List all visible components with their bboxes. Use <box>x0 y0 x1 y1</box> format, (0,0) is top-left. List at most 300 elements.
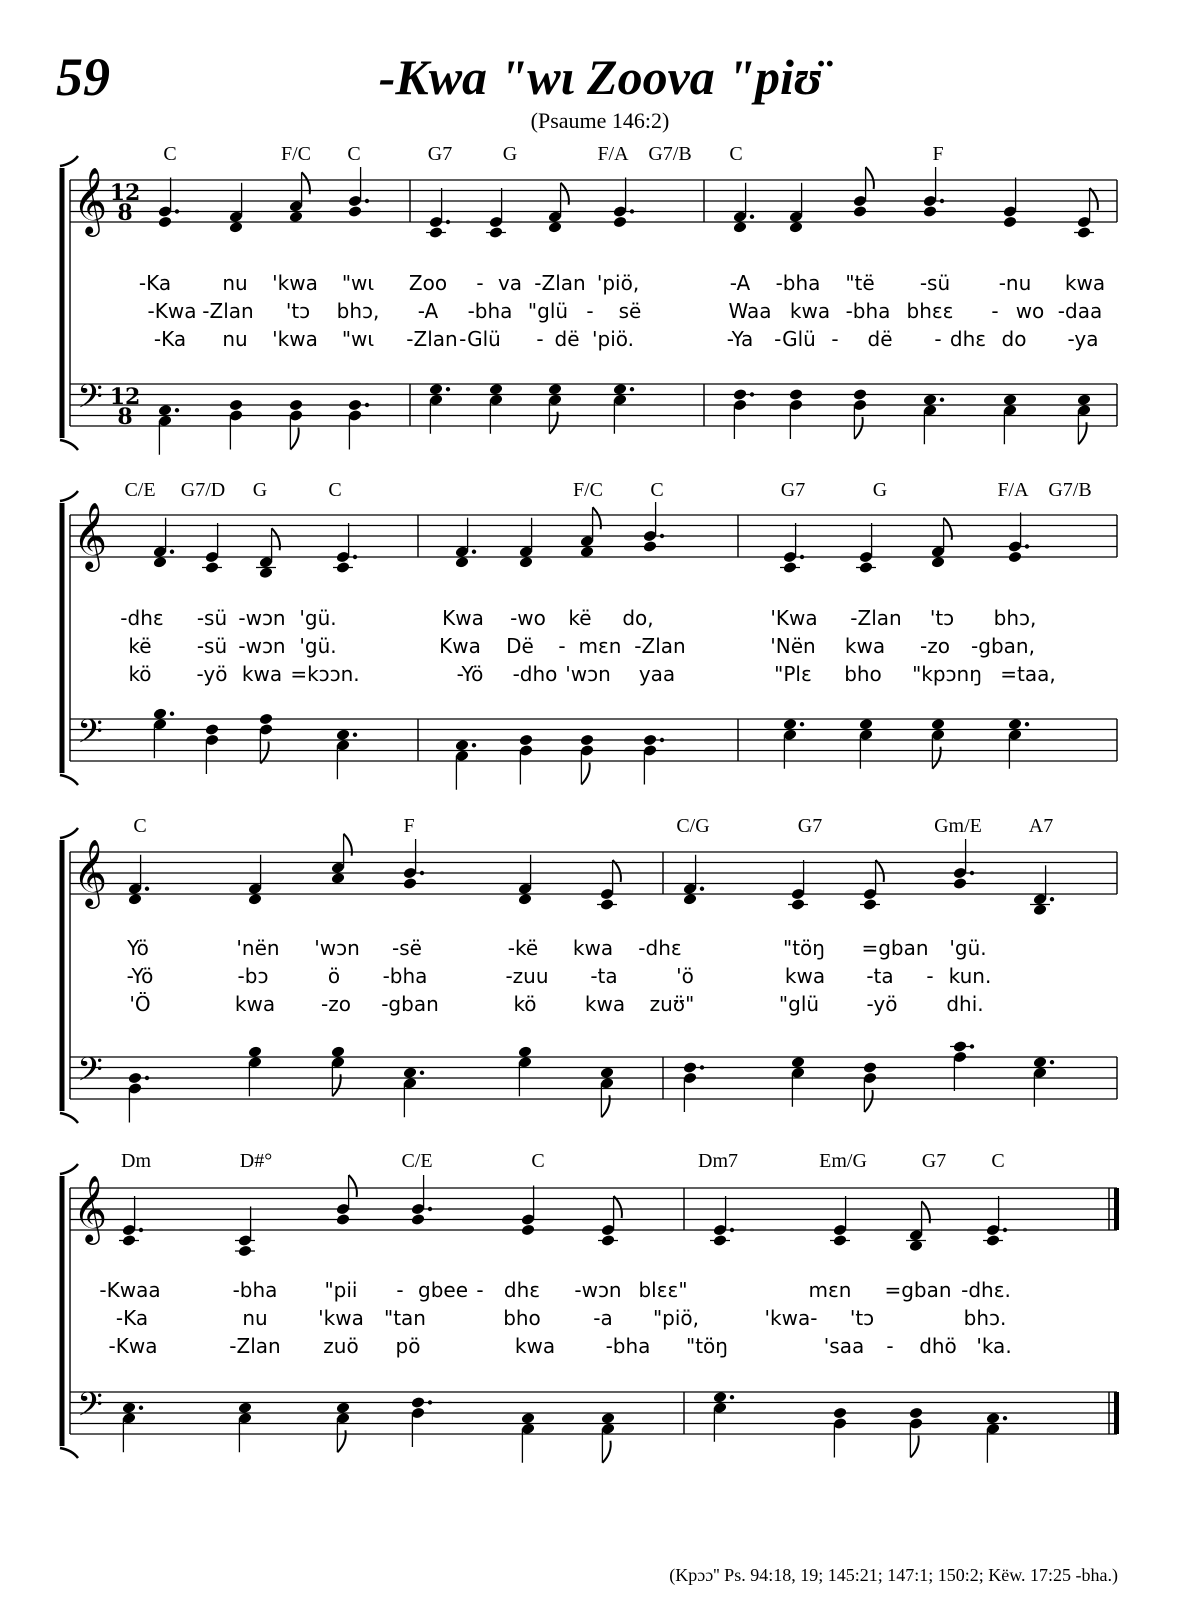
lyric-syllable: "wɩ <box>341 327 375 351</box>
notehead <box>489 383 504 396</box>
augmentation-dot <box>1025 722 1029 726</box>
augmentation-dot <box>630 209 634 213</box>
lyric-syllable: kwa <box>572 936 614 960</box>
lyric-syllable: -gban <box>381 992 439 1016</box>
notehead <box>909 1239 924 1252</box>
lyric-syllable: bhɔ, <box>993 606 1037 630</box>
lyric-syllable: "glü <box>778 992 820 1016</box>
chord-symbol: F <box>403 815 415 837</box>
lyric-syllable: kwa <box>844 634 886 658</box>
chord-symbol: Gm/E <box>934 815 982 837</box>
lyric-syllable: kwa <box>1064 271 1106 295</box>
lyric-syllable: gbee <box>418 1278 468 1302</box>
lyric-syllable: dhö <box>919 1334 957 1358</box>
notehead <box>923 393 938 406</box>
note-flag <box>260 742 268 764</box>
lyric-syllable: - <box>476 271 484 295</box>
note-flag <box>290 428 298 450</box>
lyric-syllable: 'gü. <box>299 634 337 658</box>
lyric-syllable: -A <box>417 299 439 323</box>
lyric-syllable: nu <box>242 1306 268 1330</box>
augmentation-dot <box>175 408 179 412</box>
note-flag <box>864 1090 872 1112</box>
time-signature-bottom: 8 <box>117 200 133 226</box>
notehead <box>1008 551 1023 564</box>
lyric-syllable: nu <box>222 327 248 351</box>
notehead <box>1033 1056 1048 1069</box>
notehead <box>153 707 168 720</box>
notehead <box>153 556 168 569</box>
chord-symbol: C <box>163 143 177 165</box>
lyric-syllable: bhɔ, <box>336 299 380 323</box>
augmentation-dot <box>365 403 369 407</box>
lyric-syllable: -ta <box>590 964 618 988</box>
lyric-syllable: -dhɛ <box>120 606 164 630</box>
hymn-title: -Kwa "wɩ Zoova "piʊ̈ <box>378 49 822 105</box>
chord-symbol: C/G <box>676 815 710 837</box>
notehead <box>791 1056 806 1069</box>
augmentation-dot <box>145 1076 149 1080</box>
lyric-syllable: -wɔn <box>238 634 286 658</box>
scripture-references: (Kpɔɔ'' Ps. 94:18, 19; 145:21; 147:1; 150:2; Këw. 17:25 -bha.) <box>669 1565 1118 1585</box>
notehead <box>953 877 968 890</box>
bracket-hook <box>60 1164 78 1174</box>
augmentation-dot <box>700 887 704 891</box>
augmentation-dot <box>420 1071 424 1075</box>
notehead <box>783 718 798 731</box>
notehead <box>909 1407 924 1420</box>
notehead <box>205 723 220 736</box>
chord-symbol: G7/B <box>1048 479 1092 501</box>
lyric-syllable: kë <box>568 606 592 630</box>
lyric-syllable: 'tɔ <box>849 1306 875 1330</box>
note-flag <box>613 860 621 882</box>
chord-symbol: Em/G <box>819 1150 867 1172</box>
lyric-syllable: -dho <box>512 662 558 686</box>
notehead <box>789 221 804 234</box>
lyric-syllable: bhɔ. <box>963 1306 1007 1330</box>
lyric-syllable: mɛn <box>808 1278 852 1302</box>
lyric-syllable: "tan <box>384 1306 426 1330</box>
lyric-syllable: -Zlan <box>634 634 686 658</box>
lyric-syllable: "të <box>845 271 875 295</box>
lyric-syllable: -Ka <box>115 1306 149 1330</box>
notehead <box>521 1224 536 1237</box>
lyric-syllable: 'tɔ <box>285 299 311 323</box>
notehead <box>986 1412 1001 1425</box>
lyric-syllable: kwa <box>784 964 826 988</box>
notehead <box>348 399 363 412</box>
lyric-syllable: - <box>476 1278 484 1302</box>
chord-symbol: G7 <box>780 479 806 501</box>
bracket-hook <box>60 1113 78 1123</box>
lyric-syllable: Kwa <box>442 606 484 630</box>
lyric-syllable: -Glü <box>774 327 816 351</box>
lyric-syllable: -zuu <box>505 964 549 988</box>
lyric-syllable: Dë <box>506 634 534 658</box>
lyric-syllable: -bha <box>382 964 428 988</box>
lyric-syllable: -dhɛ. <box>961 1278 1011 1302</box>
lyric-syllable: bho <box>503 1306 541 1330</box>
notehead <box>1003 393 1018 406</box>
chord-symbol: C/E <box>124 479 156 501</box>
notehead <box>859 718 874 731</box>
notehead <box>601 1412 616 1425</box>
lyric-syllable: - <box>831 327 839 351</box>
augmentation-dot <box>428 1400 432 1404</box>
bracket-hook <box>60 156 78 166</box>
notehead <box>923 205 938 218</box>
lyric-syllable: - <box>934 327 942 351</box>
chord-symbol: G7 <box>427 143 453 165</box>
note-flag <box>614 1196 622 1218</box>
note-flag <box>866 167 874 189</box>
notehead <box>248 1045 263 1058</box>
lyric-syllable: yaa <box>638 662 676 686</box>
lyric-syllable: do, <box>622 606 654 630</box>
notehead <box>1008 718 1023 731</box>
notehead <box>580 545 595 558</box>
lyric-syllable: "töŋ <box>783 936 825 960</box>
lyric-syllable: -sü <box>196 634 228 658</box>
lyric-syllable: -nu <box>998 271 1032 295</box>
augmentation-dot <box>170 550 174 554</box>
lyric-syllable: -Kwaa <box>99 1278 161 1302</box>
notehead <box>336 728 351 741</box>
notehead <box>683 893 698 906</box>
notehead <box>931 718 946 731</box>
lyric-syllable: - <box>536 327 544 351</box>
final-barline-thick <box>1114 1188 1119 1230</box>
notehead <box>411 1396 426 1409</box>
lyric-syllable: - <box>558 634 566 658</box>
lyric-syllable: - <box>926 964 934 988</box>
chord-symbol: F/C <box>572 479 604 501</box>
lyric-syllable: -Yö <box>456 662 484 686</box>
chord-symbol: G7 <box>921 1150 947 1172</box>
lyric-syllable: 'Nën <box>770 634 816 658</box>
hymn-number: 59 <box>56 47 110 107</box>
augmentation-dot <box>750 392 754 396</box>
lyric-syllable: -Zlan <box>406 327 458 351</box>
lyric-syllable: -wɔn <box>574 1278 622 1302</box>
notehead <box>259 713 274 726</box>
notehead <box>429 383 444 396</box>
chord-symbol: G <box>502 143 518 165</box>
notehead <box>403 1066 418 1079</box>
lyric-syllable: dhi. <box>946 992 984 1016</box>
lyric-syllable: së <box>618 299 642 323</box>
notehead <box>229 399 244 412</box>
lyric-syllable: zuʊ̈" <box>649 992 695 1016</box>
lyric-syllable: -yö <box>866 992 898 1016</box>
lyric-syllable: kö <box>128 662 152 686</box>
lyric-syllable: -Zlan <box>534 271 586 295</box>
lyric-syllable: pö <box>395 1334 421 1358</box>
chord-symbol: D#° <box>239 1150 273 1172</box>
bass-clef: 𝄢 <box>77 713 103 759</box>
augmentation-dot <box>730 1228 734 1232</box>
note-flag <box>854 417 862 439</box>
note-flag <box>602 1441 610 1463</box>
note-flag <box>876 860 884 882</box>
lyric-syllable: 'gü. <box>299 606 337 630</box>
lyric-syllable: - <box>396 1278 404 1302</box>
lyric-syllable: -gban, <box>971 634 1035 658</box>
notehead <box>789 388 804 401</box>
lyric-syllable: -sü <box>919 271 951 295</box>
augmentation-dot <box>1003 1228 1007 1232</box>
lyric-syllable: -Zlan <box>850 606 902 630</box>
lyric-syllable: 'tɔ <box>929 606 955 630</box>
augmentation-dot <box>446 387 450 391</box>
notehead <box>713 1391 728 1404</box>
lyric-syllable: -së <box>392 936 422 960</box>
lyric-syllable: kwa <box>789 299 831 323</box>
lyric-syllable: -Ka <box>153 327 187 351</box>
lyric-syllable: -Ka <box>138 271 172 295</box>
time-signature-top: 12 <box>109 384 141 410</box>
notehead <box>259 566 274 579</box>
treble-clef: 𝄞 <box>72 1174 108 1242</box>
augmentation-dot <box>730 1395 734 1399</box>
notehead <box>403 877 418 890</box>
notehead <box>853 205 868 218</box>
lyric-syllable: -dhɛ <box>638 936 682 960</box>
lyric-syllable: Waa <box>728 299 772 323</box>
notehead <box>122 1401 137 1414</box>
notehead <box>863 1061 878 1074</box>
lyric-syllable: - <box>991 299 999 323</box>
lyric-syllable: 'kwa <box>272 327 318 351</box>
bass-clef: 𝄢 <box>77 378 103 424</box>
lyric-syllable: "töŋ <box>686 1334 728 1358</box>
notehead <box>519 734 534 747</box>
lyric-syllable: 'kwa <box>318 1306 364 1330</box>
lyric-syllable: -bha <box>605 1334 651 1358</box>
augmentation-dot <box>1050 1060 1054 1064</box>
chord-symbol: Dm7 <box>698 1150 738 1172</box>
bass-clef: 𝄢 <box>77 1051 103 1097</box>
augmentation-dot <box>630 387 634 391</box>
notehead <box>1003 216 1018 229</box>
lyric-syllable: wo <box>1015 299 1045 323</box>
lyric-syllable: bhɛɛ <box>906 299 954 323</box>
final-barline-thick <box>1114 1392 1119 1434</box>
lyric-syllable: 'Kwa <box>770 606 818 630</box>
lyric-syllable: mɛn <box>578 634 622 658</box>
augmentation-dot <box>420 871 424 875</box>
lyric-syllable: =kɔɔn. <box>290 662 360 686</box>
notehead <box>348 205 363 218</box>
lyric-syllable: 'saa <box>823 1334 865 1358</box>
treble-clef: 𝄞 <box>72 501 108 569</box>
lyric-syllable: -Zlan <box>229 1334 281 1358</box>
chord-symbol: C <box>729 143 743 165</box>
lyric-syllable: 'nën <box>236 936 280 960</box>
notehead <box>455 556 470 569</box>
lyric-syllable: kö <box>513 992 537 1016</box>
notehead <box>613 383 628 396</box>
notehead <box>518 1045 533 1058</box>
lyric-syllable: bho <box>844 662 882 686</box>
lyric-syllable: va <box>497 271 523 295</box>
augmentation-dot <box>800 555 804 559</box>
lyric-syllable: -Kwa <box>108 1334 158 1358</box>
augmentation-dot <box>1003 1416 1007 1420</box>
chord-symbol: G7 <box>797 815 823 837</box>
bracket-hook <box>60 440 78 450</box>
lyric-syllable: =gban <box>861 936 929 960</box>
chord-symbol: C <box>133 815 147 837</box>
augmentation-dot <box>1025 544 1029 548</box>
lyric-syllable: -zo <box>920 634 950 658</box>
augmentation-dot <box>175 209 179 213</box>
lyric-syllable: Zoo <box>408 271 448 295</box>
lyric-syllable: -ya <box>1067 327 1099 351</box>
notehead <box>1033 903 1048 916</box>
notehead <box>600 1066 615 1079</box>
chord-symbol: A7 <box>1028 815 1054 837</box>
notehead <box>289 210 304 223</box>
notehead <box>548 221 563 234</box>
augmentation-dot <box>472 550 476 554</box>
augmentation-dot <box>353 555 357 559</box>
chord-symbol: C <box>531 1150 545 1172</box>
lyric-syllable: 'ka. <box>976 1334 1012 1358</box>
notehead <box>733 388 748 401</box>
lyric-syllable: 'piö, <box>596 271 640 295</box>
notehead <box>455 739 470 752</box>
notehead <box>229 221 244 234</box>
lyric-syllable: zuö <box>323 1334 359 1358</box>
notehead <box>331 1045 346 1058</box>
notehead <box>613 216 628 229</box>
chord-symbol: F <box>932 143 944 165</box>
lyric-syllable: Kwa <box>439 634 481 658</box>
lyric-syllable: nu <box>222 271 248 295</box>
lyric-syllable: "Plɛ <box>774 662 812 686</box>
note-flag <box>1090 188 1098 210</box>
notehead <box>411 1213 426 1226</box>
lyric-syllable: 'wɔn <box>565 662 611 686</box>
lyric-syllable: -Zlan <box>202 299 254 323</box>
lyric-syllable: dë <box>554 327 580 351</box>
lyric-syllable: -bɔ <box>237 964 269 988</box>
notehead <box>158 404 173 417</box>
augmentation-dot <box>1050 897 1054 901</box>
lyric-syllable: -zo <box>321 992 351 1016</box>
lyric-syllable: Yö <box>127 936 149 960</box>
notehead <box>158 216 173 229</box>
notehead <box>683 1061 698 1074</box>
lyric-syllable: - <box>586 299 594 323</box>
lyric-syllable: "kpɔnŋ <box>912 662 982 686</box>
augmentation-dot <box>970 871 974 875</box>
lyric-syllable: -Kwa <box>147 299 197 323</box>
treble-clef: 𝄞 <box>72 838 108 906</box>
lyric-syllable: -kë <box>507 936 539 960</box>
notehead <box>248 893 263 906</box>
chord-symbol: C/E <box>401 1150 433 1172</box>
bracket-hook <box>60 1448 78 1458</box>
augmentation-dot <box>139 1406 143 1410</box>
lyric-syllable: -sü <box>196 606 228 630</box>
chord-symbol: G7/B <box>648 143 692 165</box>
lyric-syllable: kwa <box>584 992 626 1016</box>
notehead <box>643 540 658 553</box>
bracket-hook <box>60 775 78 785</box>
notehead <box>519 556 534 569</box>
notehead <box>336 1401 351 1414</box>
lyric-syllable: kë <box>128 634 152 658</box>
lyric-syllable: -bha <box>845 299 891 323</box>
chord-symbol: C <box>991 1150 1005 1172</box>
psalm-reference: (Psaume 146:2) <box>530 108 670 133</box>
lyric-syllable: -wɔn <box>238 606 286 630</box>
treble-clef: 𝄞 <box>72 166 108 234</box>
augmentation-dot <box>750 215 754 219</box>
lyric-syllable: -Ya <box>726 327 754 351</box>
lyric-syllable: 'kwa- <box>764 1306 818 1330</box>
notehead <box>336 1213 351 1226</box>
lyric-syllable: - <box>886 1334 894 1358</box>
augmentation-dot <box>145 887 149 891</box>
chord-symbol: G <box>872 479 888 501</box>
lyric-syllable: -bha <box>775 271 821 295</box>
augmentation-dot <box>940 398 944 402</box>
lyric-syllable: "piö, <box>652 1306 700 1330</box>
lyric-syllable: dhɛ <box>503 1278 541 1302</box>
notehead <box>548 383 563 396</box>
lyric-syllable: -Glü <box>459 327 501 351</box>
lyric-syllable: -Yö <box>126 964 154 988</box>
augmentation-dot <box>446 220 450 224</box>
augmentation-dot <box>940 199 944 203</box>
lyric-syllable: kwa <box>514 1334 556 1358</box>
chord-symbol: G <box>252 479 268 501</box>
chord-symbol: F/A <box>597 143 629 165</box>
notehead <box>331 872 346 885</box>
lyric-syllable: 'piö. <box>592 327 634 351</box>
lyric-syllable: -bha <box>232 1278 278 1302</box>
lyric-syllable: "glü <box>527 299 569 323</box>
lyric-syllable: do <box>1001 327 1027 351</box>
notehead <box>833 1407 848 1420</box>
notehead <box>521 1412 536 1425</box>
lyric-syllable: -a <box>593 1306 613 1330</box>
augmentation-dot <box>700 1065 704 1069</box>
lyric-syllable: 'gü. <box>949 936 987 960</box>
note-flag <box>581 763 589 785</box>
chord-symbol: F/A <box>997 479 1029 501</box>
note-flag <box>349 1175 357 1197</box>
note-flag <box>910 1436 918 1458</box>
lyric-syllable: -ta <box>866 964 894 988</box>
lyric-syllable: 'wɔn <box>314 936 360 960</box>
bass-clef: 𝄢 <box>77 1386 103 1432</box>
system-4 <box>60 1164 1119 1463</box>
notehead <box>580 734 595 747</box>
augmentation-dot <box>170 712 174 716</box>
augmentation-dot <box>800 722 804 726</box>
bracket-hook <box>60 828 78 838</box>
lyric-syllable: =gban <box>884 1278 952 1302</box>
time-signature-top: 12 <box>109 180 141 206</box>
lyric-syllable: 'kwa <box>272 271 318 295</box>
augmentation-dot <box>365 199 369 203</box>
notehead <box>128 893 143 906</box>
